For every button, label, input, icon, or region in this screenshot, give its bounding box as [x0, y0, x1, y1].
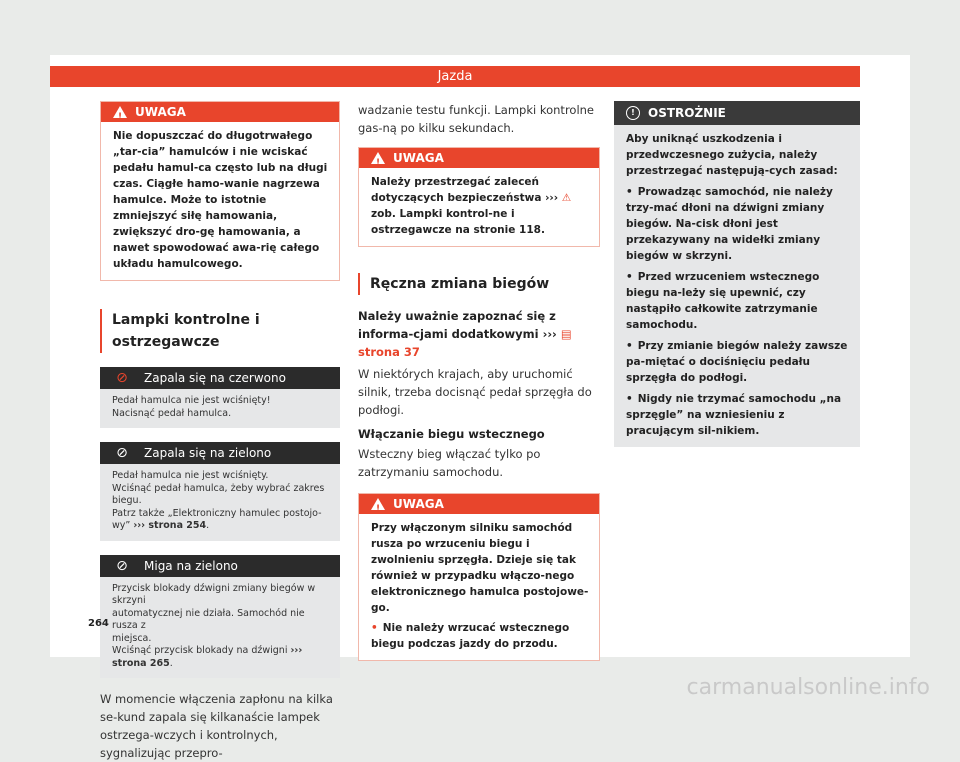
warning-triangle-icon	[113, 106, 127, 118]
section-title-lamps: Lampki kontrolne i ostrzegawcze	[100, 309, 340, 353]
caution-bullet: • Przed wrzuceniem wstecznego biegu na-leży się upewnić, czy nastąpiło całkowite zatrzymanie samochodu.	[626, 269, 850, 333]
lamp-line: Wciśnąć pedał hamulca, żeby wybrać zakres biegu.	[112, 482, 325, 506]
brake-green-icon: ⊘	[116, 445, 128, 461]
warning-box-brakes	[100, 101, 340, 281]
page-number: 264	[88, 618, 109, 629]
lamp-line: Pedał hamulca nie jest wciśnięty!	[112, 395, 271, 406]
warning-title: UWAGA	[393, 497, 444, 511]
lamp-title: Miga na zielono	[144, 558, 238, 573]
lamp-block-red	[100, 367, 340, 428]
warning-link[interactable]: zob. Lampki kontrol-ne i ostrzegawcze na stronie 118.	[371, 208, 545, 236]
section-title-manual: Ręczna zmiana biegów	[358, 273, 600, 295]
warning-triangle-icon: ⚠	[561, 192, 572, 204]
info-circle-icon: !	[626, 106, 640, 120]
column-3	[614, 101, 860, 447]
chapter-header: Jazda	[50, 66, 860, 87]
lamp-line: miejsca.	[112, 632, 152, 644]
warning-title: UWAGA	[393, 151, 444, 165]
book-icon: ▤	[560, 327, 572, 341]
caution-bullet: • Nigdy nie trzymać samochodu „na sprzęgle” na wzniesieniu z pracującym sil-nikiem.	[626, 391, 850, 439]
warning-box-safety	[358, 147, 600, 247]
paragraph-test: wadzanie testu funkcji. Lampki kontrolne gas-ną po kilku sekundach.	[358, 103, 595, 135]
page-reference-link[interactable]: ››› strona 265	[112, 645, 303, 669]
brake-green-icon: ⊘	[116, 557, 128, 574]
subheading-reverse: Włączanie biegu wstecznego	[358, 427, 545, 441]
warning-triangle-icon	[371, 498, 385, 510]
caution-title: OSTROŻNIE	[648, 106, 726, 120]
intro-text: Należy uważnie zapoznać się z informa-cjami dodatkowymi ›››	[358, 309, 557, 341]
warning-box-reverse	[358, 493, 600, 661]
brake-red-icon: ⊘	[116, 370, 128, 386]
lamp-title: Zapala się na zielono	[144, 446, 272, 460]
caution-bullet: • Przy zmianie biegów należy zawsze pa-miętać o dociśnięciu pedału sprzęgła do podłogi.	[626, 338, 850, 386]
punct: .	[169, 657, 173, 669]
page-reference-link[interactable]: ››› strona 254	[133, 520, 207, 531]
lamp-line: automatycznej nie działa. Samochód nie rusza z	[112, 607, 305, 631]
warning-title: UWAGA	[135, 105, 186, 119]
warning-text: Przy włączonym silniku samochód rusza po wrzuceniu biegu i zwolnieniu sprzęgła. Dzieje się tak również w przypadku włączo-nego elektronicznego hamulca postojowe-go.	[371, 522, 589, 614]
punct: .	[206, 520, 210, 531]
caution-intro: Aby uniknąć uszkodzenia i przedwczesnego zużycia, należy przestrzegać następują-cych zasad:	[626, 133, 838, 177]
column-1	[100, 101, 340, 762]
watermark: carmanualsonline.info	[686, 675, 930, 700]
lamp-line: wy”	[112, 520, 134, 531]
lamp-line: Pedał hamulca nie jest wciśnięty.	[112, 470, 269, 481]
paragraph-clutch: W niektórych krajach, aby uruchomić silnik, trzeba docisnąć pedał sprzęgła do podłogi.	[358, 367, 592, 417]
lamp-line: Przycisk blokady dźwigni zmiany biegów w skrzyni	[112, 582, 316, 606]
paragraph-reverse: Wsteczny bieg włączać tylko po zatrzymaniu samochodu.	[358, 447, 541, 479]
intro-link[interactable]: strona 37	[358, 345, 420, 359]
warning-bullet: • Nie należy wrzucać wstecznego biegu podczas jazdy do przodu.	[371, 620, 589, 652]
warning-text: Nie dopuszczać do długotrwałego „tar-cia” hamulców i nie wciskać pedału hamul-ca często lub na długi czas. Ciągłe hamo-wanie nagrzewa hamulce. Może to istotnie zmniejszyć siłę hamowania, zwiększyć dro-gę hamowania, a nawet spowodować awa-rię całego układu hamulcowego.	[113, 130, 328, 270]
lamp-line: Wciśnąć przycisk blokady na dźwigni	[112, 645, 291, 656]
paragraph-ignition: W momencie włączenia zapłonu na kilka se-kund zapala się kilkanaście lampek ostrzega-wczych i kontrolnych, sygnalizując przepro-	[100, 692, 333, 760]
lamp-block-green	[100, 442, 340, 541]
caution-bullet: • Prowadząc samochód, nie należy trzy-mać dłoni na dźwigni zmiany biegów. Na-cisk dłoni jest przekazywany na widełki zmiany biegów w skrzyni.	[626, 184, 850, 264]
column-2	[358, 101, 600, 661]
lamp-line: Patrz także „Elektroniczny hamulec postojo-	[112, 507, 322, 519]
warning-text: Należy przestrzegać zaleceń dotyczących bezpieczeństwa ›››	[371, 176, 559, 204]
lamp-line: Nacisnąć pedał hamulca.	[112, 407, 232, 419]
lamp-title: Zapala się na czerwono	[144, 371, 286, 385]
intro	[358, 307, 600, 361]
caution-box	[614, 101, 860, 447]
warning-triangle-icon	[371, 152, 385, 164]
lamp-block-green-blink	[100, 555, 340, 679]
